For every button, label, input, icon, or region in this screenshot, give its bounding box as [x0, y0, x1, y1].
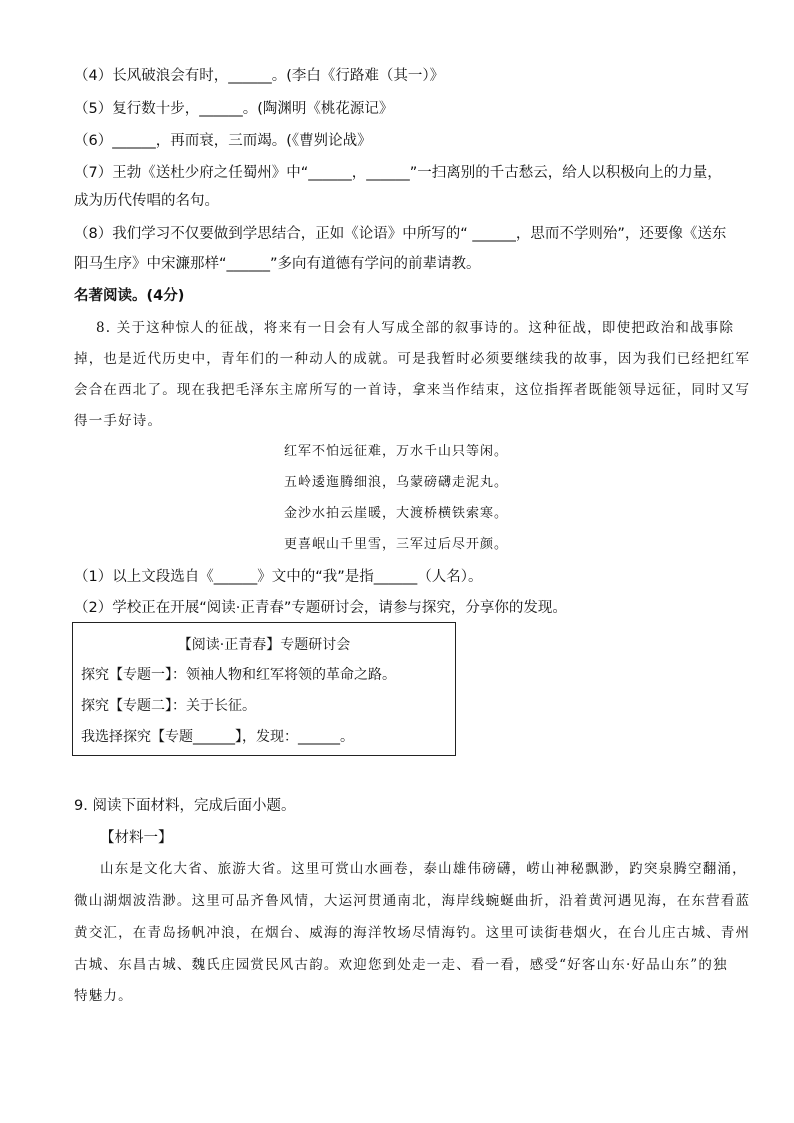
- material1-line1: 山东是文化大省、旅游大省。这里可赏山水画卷，泰山雄伟磅礴，崂山神秘飘渺，趵突泉腾空翻涌，: [100, 861, 747, 877]
- seminar-box: [72, 622, 456, 756]
- q8-passage-line2: 掉，也是近代历史中，青年们的一种动人的成就。可是我暂时必须要继续我的故事，因为我们已经把红军: [74, 351, 751, 367]
- question-5: （5）复行数十步，______。(陶渊明《桃花源记》: [74, 101, 394, 117]
- q8-passage-line4: 得一手好诗。: [74, 413, 163, 429]
- section-heading: 名著阅读。(4分): [74, 288, 185, 304]
- material1-line4: 古城、东昌古城、魏氏庄园赏民风古韵。欢迎您到处走一走、看一看，感受“好客山东·好品山东”的独: [74, 957, 728, 973]
- poem-line1: 红军不怕远征难，万水千山只等闲。: [284, 444, 509, 459]
- material1-line5: 特魅力。: [74, 988, 133, 1004]
- seminar-title: 【阅读·正青春】专题研讨会: [177, 637, 351, 653]
- seminar-topic-1: 探究【专题一】：领袖人物和红军将领的革命之路。: [81, 667, 396, 683]
- question-8-line2: 阳马生序》中宋濂那样“______”多向有道德有学问的前辈请教。: [74, 256, 481, 272]
- question-9-intro: 9. 阅读下面材料，完成后面小题。: [74, 798, 296, 814]
- question-6: （6）______，再而衰，三而竭。(《曹刿论战》: [74, 133, 372, 149]
- q8-sub1: （1）以上文段选自《______》文中的“我”是指______（人名）。: [74, 569, 483, 585]
- material1-line2: 微山湖烟波浩渺。这里可品齐鲁风情，大运河贯通南北，海岸线蜿蜒曲折，沿着黄河遇见海，在东营看蓝: [74, 893, 751, 909]
- poem-line4: 更喜岷山千里雪，三军过后尽开颜。: [284, 537, 509, 552]
- seminar-topic-2: 探究【专题二】：关于长征。: [81, 698, 256, 714]
- q8-sub2: （2）学校正在开展“阅读·正青春”专题研讨会，请参与探究，分享你的发现。: [74, 600, 567, 616]
- seminar-choice: 我选择探究【专题______】，发现：______。: [81, 729, 354, 745]
- question-4: （4）长风破浪会有时，______。(李白《行路难（其一）》: [74, 68, 445, 84]
- poem-line3: 金沙水拍云崖暖，大渡桥横铁索寒。: [284, 506, 509, 521]
- q8-passage-line3: 会合在西北了。现在我把毛泽东主席所写的一首诗，拿来当作结束，这位指挥者既能领导远征，同时又写: [74, 382, 751, 398]
- material1-line3: 黄交汇，在青岛扬帆冲浪，在烟台、威海的海洋牧场尽情海钓。这里可读街巷烟火，在台儿庄古城、青州: [74, 925, 751, 941]
- question-7-line2: 成为历代传唱的名句。: [74, 193, 219, 209]
- poem-line2: 五岭逶迤腾细浪，乌蒙磅礴走泥丸。: [284, 475, 509, 490]
- question-7-line1: （7）王勃《送杜少府之任蜀州》中“______，______”一扫离别的千古愁云，给人以积极向上的力量，: [74, 165, 722, 181]
- q8-passage-line1: 8. 关于这种惊人的征战，将来有一日会有人写成全部的叙事诗的。这种征战，即使把政治和战事除: [96, 320, 735, 336]
- material-label: 【材料一】: [100, 830, 173, 846]
- question-8-line1: （8）我们学习不仅要做到学思结合，正如《论语》中所写的“ ______，思而不学则殆”，还要像《送东: [74, 226, 727, 242]
